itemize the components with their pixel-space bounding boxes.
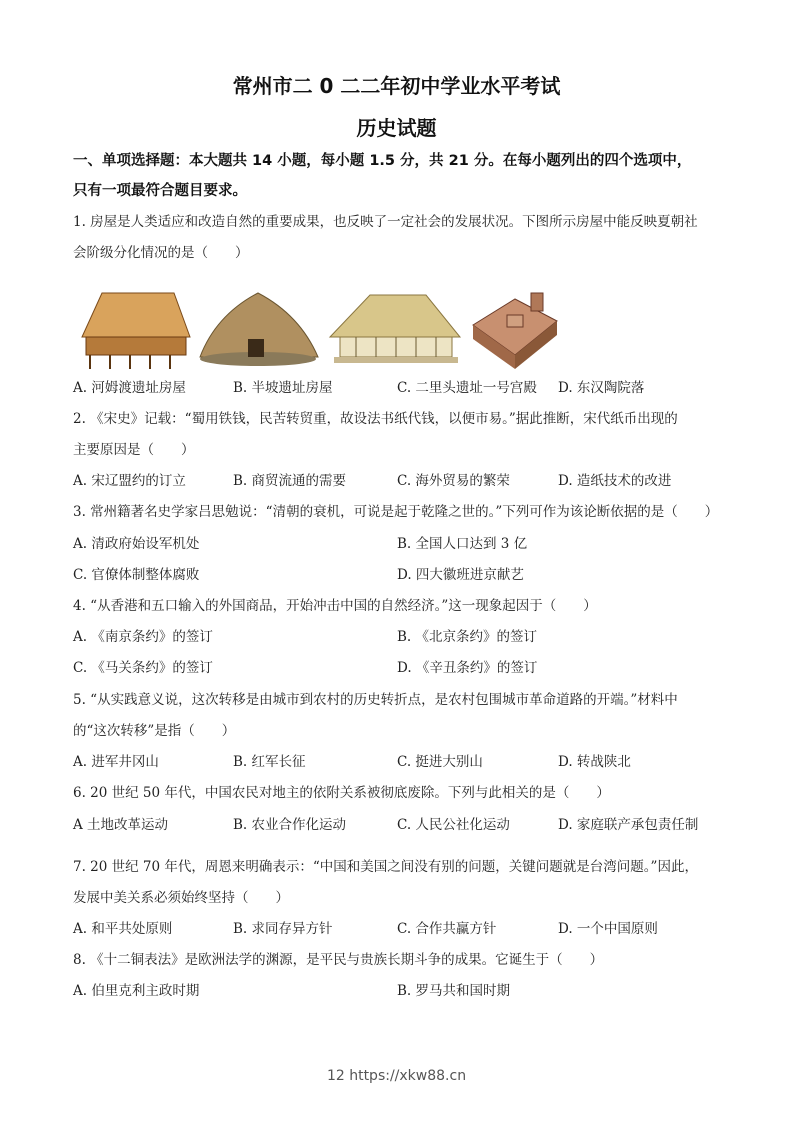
section-heading: 一、单项选择题：本大题共 14 小题，每小题 1.5 分，共 21 分。在每小题列出的四个选项中， [73, 153, 692, 169]
option-a: A. 进军井冈山 [73, 754, 159, 770]
option-b: B. 求同存异方针 [233, 921, 333, 937]
option-a: A. 和平共处原则 [73, 921, 173, 937]
section-heading-cont: 只有一项最符合题目要求。 [73, 183, 247, 199]
exam-subtitle: 历史试题 [356, 116, 437, 140]
question-5-text: 的“这次转移”是指（ ） [73, 723, 236, 739]
option-d: D. 一个中国原则 [558, 921, 658, 937]
hemudu-house-image [74, 285, 192, 371]
question-2-text: 2. 《宋史》记载：“蜀用铁钱，民苦转贸重，故设法书纸代钱，以便市易。”据此推断，宋代纸币出现的 [73, 411, 678, 427]
house-images [74, 285, 564, 373]
option-c: C. 海外贸易的繁荣 [397, 473, 510, 489]
option-a: A 土地改革运动 [73, 817, 169, 833]
option-c: C. 《马关条约》的签订 [73, 660, 213, 676]
banpo-house-image [196, 285, 322, 371]
erlitou-palace-image [326, 285, 462, 371]
option-d: D. 东汉陶院落 [558, 380, 645, 396]
option-b: B. 半坡遗址房屋 [233, 380, 333, 396]
option-d: D. 家庭联产承包责任制 [558, 817, 699, 833]
option-d: D. 《辛丑条约》的签订 [397, 660, 538, 676]
question-3-text: 3. 常州籍著名史学家吕思勉说：“清朝的衰机，可说是起于乾隆之世的。”下列可作为该论断依据的是（ ） [73, 504, 719, 520]
option-d: D. 四大徽班进京献艺 [397, 567, 524, 583]
question-5-text: 5. “从实践意义说，这次转移是由城市到农村的历史转折点，是农村包围城市革命道路的开端。”材料中 [73, 692, 678, 708]
option-b: B. 农业合作化运动 [233, 817, 347, 833]
question-8-text: 8. 《十二铜表法》是欧洲法学的渊源，是平民与贵族长期斗争的成果。它诞生于（ ） [73, 952, 604, 968]
eastern-han-courtyard-image [469, 285, 561, 371]
question-6-text: 6. 20 世纪 50 年代，中国农民对地主的依附关系被彻底废除。下列与此相关的是（ ） [73, 785, 610, 801]
option-d: D. 造纸技术的改进 [558, 473, 672, 489]
exam-title: 常州市二 0 二二年初中学业水平考试 [232, 74, 561, 98]
option-a: A. 清政府始设军机处 [73, 536, 200, 552]
question-1-text: 1. 房屋是人类适应和改造自然的重要成果，也反映了一定社会的发展状况。下图所示房屋中能反映夏朝社 [73, 214, 698, 230]
option-b: B. 红军长征 [233, 754, 306, 770]
option-b: B. 商贸流通的需要 [233, 473, 347, 489]
option-a: A. 宋辽盟约的订立 [73, 473, 186, 489]
question-4-text: 4. “从香港和五口输入的外国商品，开始冲击中国的自然经济。”这一现象起因于（ ） [73, 598, 597, 614]
page-footer: 12 https://xkw88.cn [326, 1068, 467, 1084]
option-b: B. 罗马共和国时期 [397, 983, 511, 999]
question-2-text: 主要原因是（ ） [73, 442, 195, 458]
option-a: A. 河姆渡遗址房屋 [73, 380, 186, 396]
option-c: C. 人民公社化运动 [397, 817, 510, 833]
option-c: C. 二里头遗址一号宫殿 [397, 380, 537, 396]
option-c: C. 挺进大别山 [397, 754, 483, 770]
option-a: A. 伯里克利主政时期 [73, 983, 200, 999]
question-1-text: 会阶级分化情况的是（ ） [73, 245, 249, 261]
option-c: C. 官僚体制整体腐败 [73, 567, 200, 583]
question-7-text: 发展中美关系必须始终坚持（ ） [73, 890, 289, 906]
option-a: A. 《南京条约》的签订 [73, 629, 213, 645]
option-d: D. 转战陕北 [558, 754, 631, 770]
option-b: B. 《北京条约》的签订 [397, 629, 538, 645]
question-7-text: 7. 20 世纪 70 年代，周恩来明确表示：“中国和美国之间没有别的问题，关键问题就是台湾问题。”因此， [73, 859, 698, 875]
option-b: B. 全国人口达到 3 亿 [397, 536, 528, 552]
option-c: C. 合作共赢方针 [397, 921, 497, 937]
